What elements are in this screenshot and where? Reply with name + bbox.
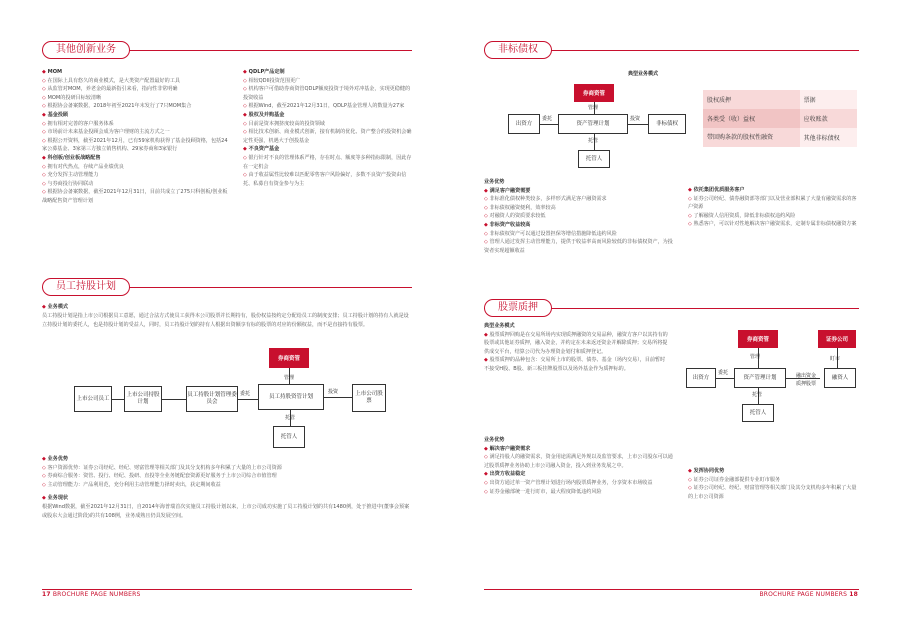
list-item [243,128,415,145]
list-item-text: 相较QDII投资范围更广 [248,77,301,84]
bullet-filled-icon: ◆ [42,111,46,118]
list-item [688,212,858,221]
list-item-text: 根据协会备案数据，2018年初至2021年末发行了7只MOM集合 [47,103,192,110]
esop-adv-item: ◇ 客户资源优势：证券公司经纪、经纪、财富管理等相关部门及其分支机构多年积累了大量的上市公司资源 [42,464,282,471]
list-item-text: 管理人通过发挥主动管理能力，提供于收益率高而风险较低的非标债权资产，为投资者实现超额收益 [484,239,673,254]
page-number: 17 [42,591,51,598]
pl-financing-label: 融出资金 [796,373,817,379]
list-heading-text: 解决客户融资需求 [489,445,531,452]
innovation-col2 [243,68,415,188]
list-item [688,484,858,501]
list-item-text: 了解融资人信用资质，降低非标债权违约风险 [693,212,796,219]
section-title-esop: 员工持股计划 [42,278,130,296]
nonstandard-adv-col2 [688,186,858,229]
list-item [243,120,415,129]
esop-manage-label: 管理 [284,375,295,381]
bullet-outline-icon: ◇ [42,103,46,110]
table-cell: 其他非标债权 [800,128,857,147]
list-item-text: 充分发挥主动管理能力 [47,172,99,179]
list-item-text: 对融资人的资质要求较低 [489,213,546,220]
arrow [112,399,124,400]
esop-status-text: 根据Wind数据，截至2021年12月31日，自2014年海普瑞首次实施员工持股计划以来，上市公司成功实施了员工持股计划的共有1480例，处于推进中(董事会预案或股东大会通过阶段)的共有108例，业务成熟且仍具发展空间。 [42,503,410,520]
list-heading-text: 依托集团优质服务客户 [693,187,745,193]
bullet-outline-icon: ◇ [42,172,46,179]
bullet-outline-icon: ◇ [42,120,46,127]
ns-plan-box: 资产管理计划 [558,114,628,134]
list-item [484,488,674,497]
esop-mode-head: ◆ 业务模式 [42,304,69,310]
bullet-outline-icon: ◇ [42,129,46,136]
arrow [324,397,352,398]
bullet-filled-icon: ◆ [243,69,247,75]
pl-securities-box: 券商资管 [738,330,778,348]
pl-adv-head: 业务优势 [484,437,505,443]
list-item [688,220,858,229]
bullet-filled-icon: ◆ [484,187,488,194]
bullet-outline-icon: ◇ [42,137,46,144]
list-heading-text: 满足客户融资需要 [489,187,531,194]
bullet-outline-icon: ◇ [42,86,46,93]
pledge-mode [484,322,668,374]
list-heading-text: QDLP产品定制 [248,69,285,75]
list-item [484,453,674,470]
list-item [42,171,232,180]
bullet-filled-icon: ◆ [688,468,692,474]
bullet-outline-icon: ◇ [42,180,46,187]
ns-custody-label: 托管 [588,138,599,144]
list-item [484,204,674,213]
esop-committee-box: 员工持股计划管理委员会 [186,386,238,412]
list-heading [42,68,232,77]
esop-status-head: ◆ 业务现状 [42,495,69,502]
section-title-pledge: 股票质押 [484,299,552,317]
esop-entrust-label: 委托 [240,391,251,397]
list-item-text: 根据协会备案数据，截至2021年12月31日，目前共成立了275只科创板/创业板战略配售资产管理计划 [42,189,228,204]
footer-label: BROCHURE PAGE NUMBERS [52,591,141,598]
list-heading-text: 发挥协同优势 [693,468,725,474]
bullet-filled-icon: ◆ [243,111,247,118]
arrow [238,399,258,400]
table-row [703,128,857,147]
esop-mode-text: 员工持股计划是指上市公司根据员工意愿，通过合法方式使员工获得本公司股票并长期持有，股份权益按约定分配给员工的制度安排；员工持股计划的持有人就是设立持股计划的委托人，也是持股计划的受益人，同时，员工持股计划的持有人根据出资额享有标的股票的对应的份额权益，而不是直接持有股票。 [42,312,409,329]
list-item-text: 证券公司经纪、经纪、财富管理等相关部门及其分支机构多年积累了大量的上市公司资源 [688,485,857,500]
pl-entrust-label: 委托 [718,370,729,376]
bullet-outline-icon: ◇ [42,163,46,170]
list-heading [42,111,232,120]
list-item [42,128,232,137]
bullet-outline-icon: ◇ [484,454,488,461]
list-item-text: 根据公开资料，截至2021年12月，已有59家机构获得了基金投顾资格，包括24家公募基金、3家第三方独立销售机构、29家券商和3家银行 [42,137,228,153]
list-item [42,120,232,129]
list-item [688,476,858,485]
ns-investor-box: 出资方 [508,114,540,134]
esop-securities-box: 券商资管 [269,348,309,368]
list-item [42,188,232,205]
ns-adv-list [484,187,674,256]
bullet-filled-icon: ◆ [243,146,247,153]
esop-plan-box: 上市公司持股计划 [124,386,162,412]
ns-invest-label: 投资 [630,116,641,122]
list-item [484,238,674,255]
list-item-text: 非标准化债权种类较多，多样形式满足客户融资需求 [489,196,607,203]
pl-flow-labels [796,372,816,388]
bullet-outline-icon: ◇ [42,94,46,101]
bullet-filled-icon: ◆ [42,69,46,75]
pl-adv-list [484,445,674,497]
nonstandard-diagram-title: 典型业务模式 [628,71,659,77]
pl-trustee-box: 托管人 [742,404,774,422]
bullet-filled-icon: ◆ [42,154,46,161]
table-cell: 带回购条款的股权性融资 [703,128,800,147]
bullet-outline-icon: ◇ [484,196,488,203]
list-heading-text: 科创板/创业板战略配售 [47,154,101,161]
pl-investor-box: 出资方 [686,368,716,388]
ns-adv-head: 业务优势 [484,179,505,185]
list-item [484,479,674,488]
list-item [42,180,232,189]
bullet-outline-icon: ◇ [484,204,488,211]
nonstandard-table [703,90,857,147]
list-heading-text: 非标资产收益较高 [489,221,531,228]
list-item [42,137,232,154]
esop-trustee-box: 托管人 [273,426,305,448]
pl-manage-label: 管理 [750,354,761,360]
bullet-outline-icon: ◇ [243,120,247,127]
bullet-outline-icon: ◇ [688,221,692,228]
footer-left [42,591,141,598]
table-cell: 应收账款 [800,109,857,128]
list-item [243,154,415,171]
section-title-innovation: 其他创新业务 [42,41,130,59]
pl-custody-label: 托管 [752,392,763,398]
list-item-text: 证券公司经纪、债券融资部等部门以及营业部积累了大量有融资需求的客户资源 [688,195,857,211]
list-item-text: 目前是资本拥挤度较高的投资领域 [248,120,325,127]
ns-manage-label: 管理 [588,105,599,111]
innovation-col1 [42,68,232,206]
list-heading [688,186,858,195]
pl-securities-co-box: 证券公司 [818,330,856,348]
arrow [540,124,558,125]
esop-asset-plan-box: 员工持股资管计划 [258,384,324,410]
bullet-filled-icon: ◆ [484,471,488,478]
bullet-outline-icon: ◇ [243,77,247,84]
ns-trustee-box: 托管人 [578,150,610,168]
list-item-text: 由于收益属性比较难以匹配零售客户风险偏好，多数不良资产投资由信托、私募自有资金参与为主 [243,172,407,187]
list-item [42,94,232,103]
pledge-mode-head: 典型业务模式 [484,323,515,329]
list-item [42,163,232,172]
list-item [243,77,415,86]
footer-line [484,589,859,590]
bullet-outline-icon: ◇ [42,189,46,196]
pl-borrower-box: 融资人 [824,368,856,388]
bullet-outline-icon: ◇ [243,129,247,136]
pledge-mode-item: ◆ 股票质押的品种包含：交易所上市的股票、债券、基金（场内交易），目前暂时不接受H股、B股、新三板挂牌股票以及场外基金作为质押标的。 [484,357,666,372]
list-item [688,195,858,212]
esop-employee-box: 上市公司员工 [74,386,112,412]
list-item-text: 银行针对不良的管理体系严格，存在时点、额度等多种指标限制，因此存在一定机会 [243,154,412,170]
list-heading-text: MOM [47,69,63,75]
list-item-text: 根据Wind，截至2021年12月31日，QDLP基金管理人的数量为27家 [248,103,405,110]
list-item [243,85,415,102]
bullet-outline-icon: ◇ [484,479,488,486]
bullet-outline-icon: ◇ [688,212,692,219]
esop-adv-head: ◆ 业务优势 [42,456,69,462]
list-item [484,230,674,239]
arrow [162,399,186,400]
pl-market-label: 盯市 [830,356,841,362]
list-item-text: 机构客户可借助券商资管QDLP额度投资于境外对冲基金，实现更稳健的投资收益 [243,86,411,101]
esop-custody-label: 托管 [285,415,296,421]
footer-label: BROCHURE PAGE NUMBERS [759,591,848,598]
list-item [484,195,674,204]
list-item [42,102,232,111]
list-item-text: 非标债权融资便利，效率较高 [489,204,556,211]
table-row [703,109,857,128]
table-row [703,90,857,109]
bullet-filled-icon: ◆ [484,445,488,452]
bullet-outline-icon: ◇ [243,172,247,179]
list-heading [484,221,674,230]
list-heading-text: 不良资产基金 [248,146,280,153]
pledge-adv-col1 [484,436,674,496]
bullet-outline-icon: ◇ [688,195,692,202]
list-item-text: 拥有对代热点，存续产品业绩优良 [47,163,124,170]
bullet-outline-icon: ◇ [688,476,692,483]
bullet-outline-icon: ◇ [243,154,247,161]
list-item-text: 满足持股人的融资需求，资金用途需满足外规以及监管要求，上市公司股东可以通过股票质押业务协助上市公司融入资金，投入到业务发展之中。 [484,454,673,469]
list-item-text: 熟悉客户，可以针对性地解决客户融资需求，定制专属非标债权融资方案 [693,221,857,228]
table-cell: 票据 [800,90,857,109]
esop-adv-item: ◇ 主动管理能力：产品利用范，充分利用主动管理能力择时卖出，获定期间收益 [42,481,221,488]
list-item-text: 市场前计未来基金投顾会成为客户理财的主流方式之一 [47,129,170,136]
list-heading-text: 基金投顾 [47,111,69,118]
arrow [628,124,648,125]
esop-advantages [42,455,412,522]
list-item-text: 证券公司证券金融部提供专业盯市服务 [693,476,781,483]
table-cell: 股权质押 [703,90,800,109]
bullet-outline-icon: ◇ [688,485,692,492]
footer-right [759,591,858,598]
list-item-text: 拥有相对完善的客户服务体系 [47,120,114,127]
list-heading [484,187,674,196]
list-item-text: MOM的投研目标较清晰 [47,94,102,101]
pledge-adv-col2 [688,467,858,501]
bullet-outline-icon: ◇ [243,86,247,93]
list-item-text: 证券金融部统一进行盯市，最大程度降低违约风险 [489,488,602,495]
table-cell: 各类受（收）益权 [703,109,800,128]
bullet-outline-icon: ◇ [243,103,247,110]
list-heading [42,154,232,163]
list-heading-text: 出资方收益稳定 [489,471,526,478]
list-item [42,77,232,86]
section-title-nonstandard: 非标债权 [484,41,552,59]
bullet-filled-icon: ◆ [688,187,692,193]
list-heading-text: 股权及并购基金 [248,111,285,118]
bullet-outline-icon: ◇ [42,77,46,84]
esop-stock-box: 上市公司股票 [352,384,386,412]
footer-line [42,589,412,590]
list-heading [484,470,674,479]
ns-entrust-label: 委托 [542,116,553,122]
list-item [42,85,232,94]
list-heading [484,445,674,454]
ns-asset-box: 非标债权 [648,114,686,134]
list-item-text: 与券商投行协同联动 [47,180,94,187]
list-heading [243,68,415,77]
list-item [484,212,674,221]
page-number: 18 [849,591,858,598]
esop-mode [42,303,412,331]
ns-securities-box: 券商资管 [574,84,614,102]
esop-invest-label: 投资 [328,389,339,395]
list-item-text: 在国际上具有悠久的商业模式，是大类资产配置最好的工具 [47,77,180,84]
pledge-mode-item: ◆ 股票质押回购是在交易所场内实现质押融资的交易品种，融资方客户以其持有的股票或其他证券质押，融入资金，并约定在未来返还资金并解除质押；交易所将提供成交平台，结算公司代为办理资金划付和质押登记。 [484,331,668,355]
list-item-text: 从监管对MOM，养老金的最新指引来看，指向性非常明确 [47,86,178,93]
bullet-filled-icon: ◆ [484,221,488,228]
pl-pledge-label: 质押股票 [796,381,817,387]
list-item-text: 出资方通过单一资产管理计划进行场内股票质押业务，分享资本市场收益 [489,479,653,486]
list-item-text: 非标债权资产可以通过设置担保等增信措施降低违约风险 [489,230,617,237]
list-item-text: 相比技术创新、商业模式创新，接有机制的优化、资产整合的投资机会确定性更强，机遇大于创投基金 [243,129,412,144]
list-heading [688,467,858,476]
bullet-outline-icon: ◇ [484,230,488,237]
bullet-outline-icon: ◇ [484,488,488,495]
arrow [716,378,734,379]
list-item [243,102,415,111]
nonstandard-adv-col1 [484,178,674,255]
pl-plan-box: 资产管理计划 [734,368,786,388]
list-heading [243,111,415,120]
list-item [243,171,415,188]
esop-adv-item: ◇ 券商综合服务：资管、投行、经纪、投研、直投等全业务链配套资源更好服务于上市公司综合市值管理 [42,473,277,480]
bullet-outline-icon: ◇ [484,213,488,220]
list-heading [243,145,415,154]
bullet-outline-icon: ◇ [484,239,488,246]
